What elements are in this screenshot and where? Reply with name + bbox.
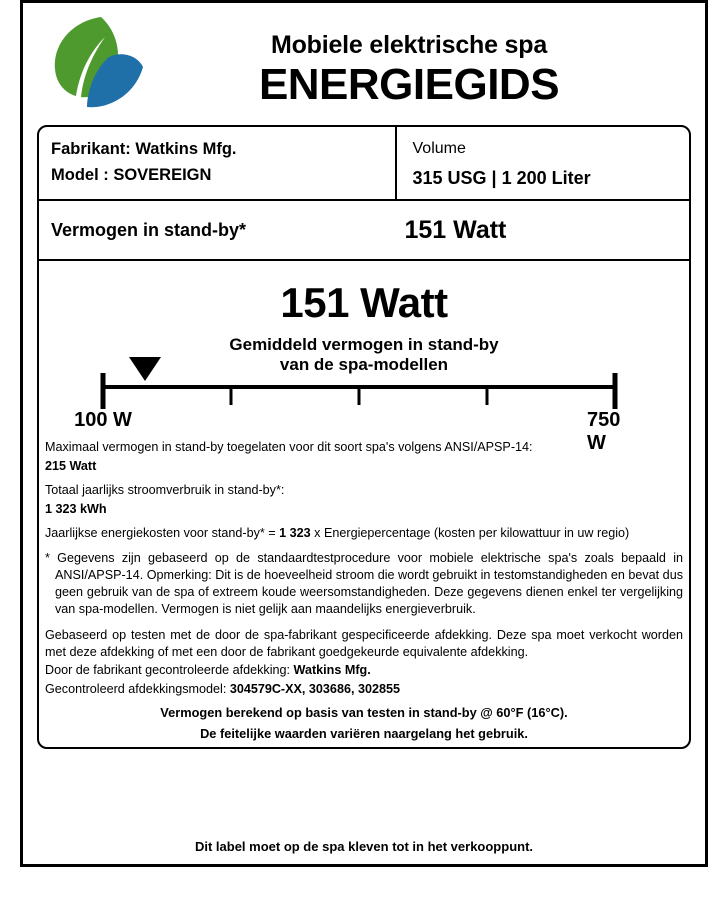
cover-model-label: Gecontroleerd afdekkingsmodel: [45,681,230,696]
label-footer: Dit label moet op de spa kleven tot in het verkooppunt. [194,839,534,854]
cover-text: Gebaseerd op testen met de door de spa-fabrikant gespecificeerde afdekking. Deze spa moet verkocht worden met deze afdekking of met een door de fabrikant goedgekeurde equivalente afdekking. [45,628,683,659]
manufacturer-cell [39,127,397,199]
gauge-section [39,261,689,741]
annual-consumption-label: Totaal jaarlijks stroomverbruik in stand-by*: [45,483,285,498]
cover-manufacturer-value: Watkins Mfg. [293,663,371,678]
cover-manufacturer-line [45,662,683,679]
annual-cost-line [45,525,683,542]
model-line: Model : SOVEREIGN [51,165,212,184]
details-section [39,435,689,741]
variance-note-text: De feitelijke waarden variëren naargelang het gebruik. [200,726,528,742]
max-allowed-value-text: 215 Watt [45,458,97,473]
annual-cost-suffix: x Energiepercentage (kosten per kilowattuur in uw regio) [310,526,630,541]
gauge-scale [57,337,671,409]
energy-guide-label [20,0,708,867]
gauge-caption [174,335,554,376]
info-row-standby [39,201,689,261]
manufacturer-line: Fabrikant: Watkins Mfg. [51,140,237,158]
header-title: ENERGIEGIDS [258,60,560,109]
volume-label: Volume [412,140,466,157]
annual-cost-value: 1 323 [279,526,311,541]
standby-power-label: Vermogen in stand-by* [51,219,247,240]
test-condition-text: Vermogen berekend op basis van testen in stand-by @ 60°F (16°C). [160,705,568,721]
volume-cell [397,127,690,199]
leaf-logo-icon [43,11,147,115]
annual-consumption-value [45,501,683,518]
max-allowed-label: Maximaal vermogen in stand-by toegelaten voor dit soort spa's volgens ANSI/APSP-14: [45,440,533,454]
footnote-text: * Gegevens zijn gebaseerd op de standaardtestprocedure voor mobiele elektrische spa's zoals bepaald in ANSI/APSP-14. Opmerking: Dit is de hoeveelheid stroom die wordt gebruikt in testomstandigheden en bevat dus geen gebruik van de spa of extreem koude weersomstandigheden. Deze gegevens dienen enkel ter vergelijking van spa-modellen. Vermogen is niet gelijk aan maandelijks energieverbruik. [45,551,683,617]
annual-consumption-value-text: 1 323 kWh [45,501,107,516]
gauge-caption-line1: Gemiddeld vermogen in stand-by [229,335,499,354]
header-text-block [147,11,691,108]
standby-power-value: 151 Watt [404,215,507,244]
annual-cost-prefix: Jaarlijkse energiekosten voor stand-by* = [45,526,280,541]
gauge-min-label: 100 W [74,409,132,431]
max-allowed-value [45,458,683,475]
volume-value: 315 USG | 1 200 Liter [412,168,591,188]
cover-model-value: 304579C-XX, 303686, 302855 [229,681,400,696]
cover-model-line [45,681,683,698]
gauge-pointer-icon [129,357,161,381]
gauge-max-label: 750 W [587,409,621,454]
info-box [37,125,691,749]
label-header [37,11,691,121]
header-subtitle: Mobiele elektrische spa [270,31,548,59]
info-row-manufacturer-volume [39,127,689,201]
gauge-value-text: 151 Watt [280,279,448,326]
cover-manufacturer-label: Door de fabrikant gecontroleerde afdekking: [45,663,294,678]
gauge-caption-line2: van de spa-modellen [279,355,449,375]
